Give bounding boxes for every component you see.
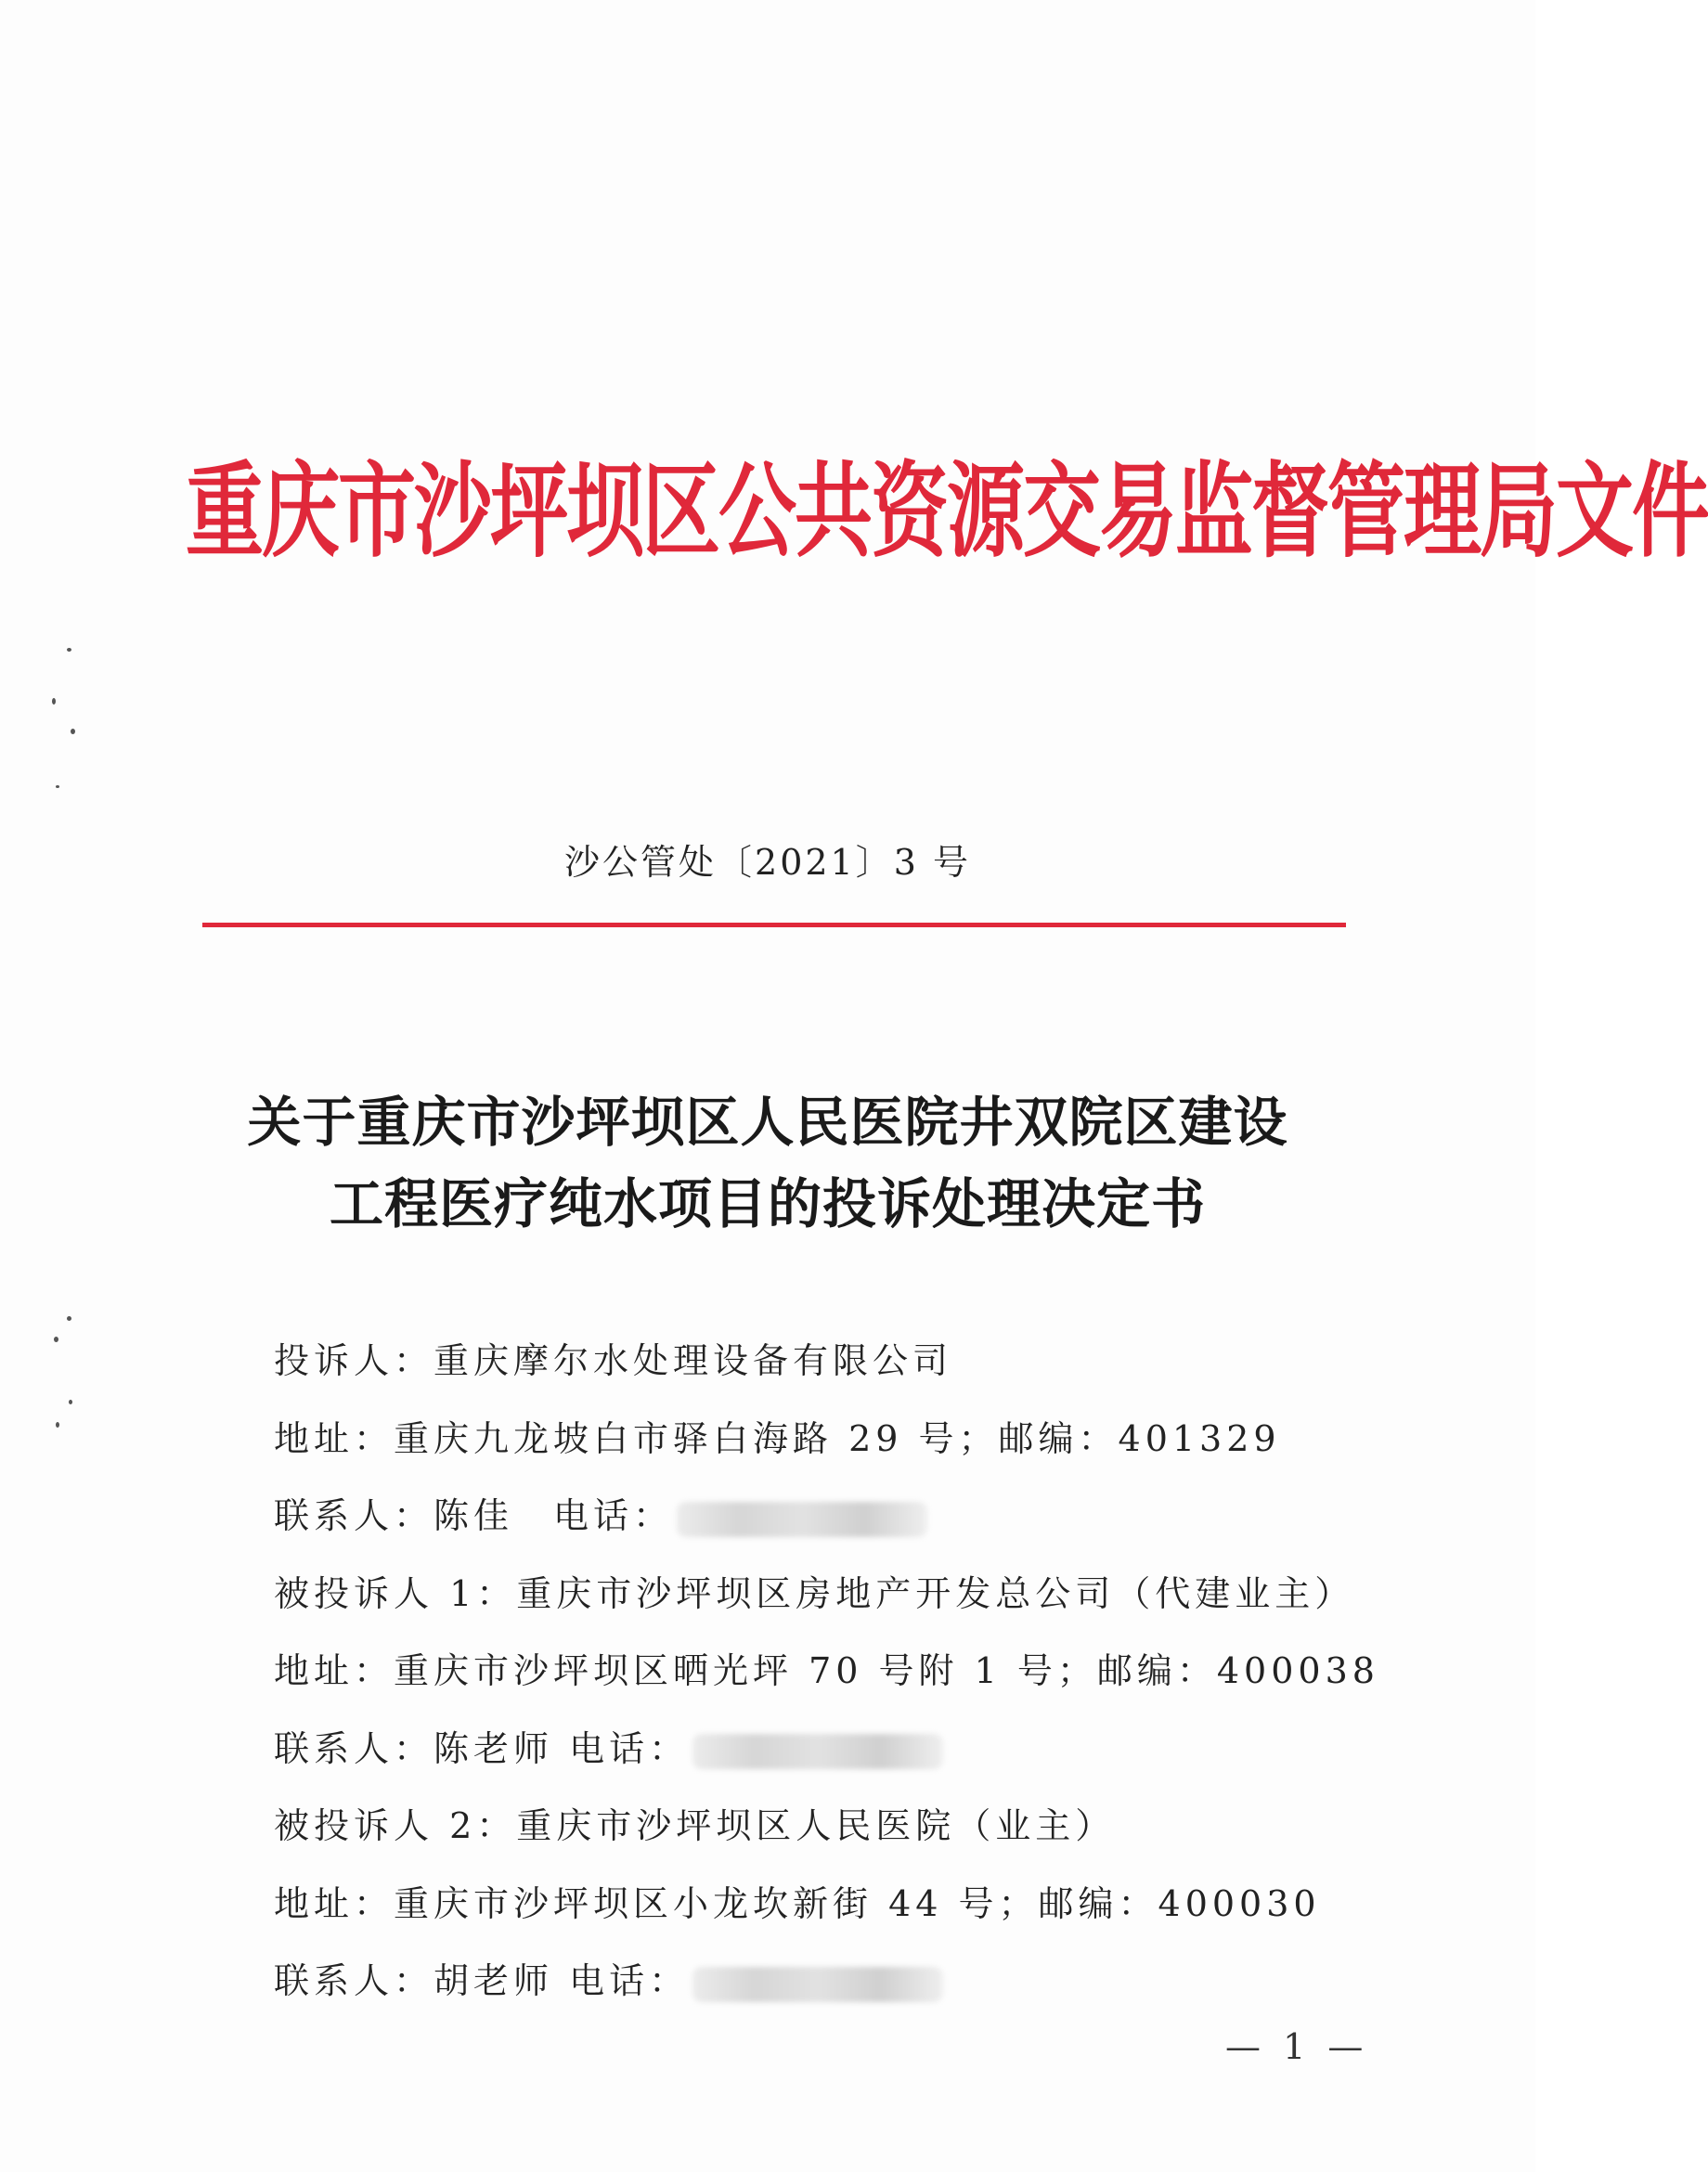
party-label: 被投诉人 2：: [274, 1805, 517, 1846]
redacted-phone: [692, 1967, 943, 2002]
party-label: 联系人：: [274, 1960, 434, 2001]
party-value: 重庆九龙坡白市驿白海路 29 号；邮编：401329: [394, 1417, 1281, 1459]
party-label: 联系人：: [274, 1727, 434, 1769]
party-value: 重庆市沙坪坝区人民医院（业主）: [516, 1805, 1116, 1846]
respondent-2-contact-line: [274, 1943, 1443, 2021]
scan-speck: [69, 1400, 72, 1404]
party-value: 重庆市沙坪坝区小龙坎新街 44 号；邮编：400030: [394, 1882, 1321, 1924]
page-number: — 1 —: [1225, 2026, 1369, 2067]
complainant-address-line: [274, 1401, 1443, 1479]
party-value: 胡老师 电话：: [433, 1960, 690, 2001]
party-label: 被投诉人 1：: [274, 1572, 517, 1614]
issuing-agency-title: 重庆市沙坪坝区公共资源交易监督管理局文件: [186, 449, 1708, 572]
party-label: 地址：: [274, 1882, 395, 1924]
scan-speck: [54, 1337, 58, 1342]
party-label: 地址：: [274, 1650, 395, 1691]
party-value: 陈佳 电话：: [433, 1495, 674, 1536]
party-label: 地址：: [274, 1417, 395, 1459]
party-value: 重庆市沙坪坝区房地产开发总公司（代建业主）: [516, 1572, 1355, 1614]
complainant-line: [274, 1323, 1443, 1401]
redacted-phone: [677, 1502, 927, 1537]
document-number: 沙公管处〔2021〕3 号: [564, 842, 971, 883]
respondent-1-address-line: [274, 1633, 1443, 1711]
scan-speck: [67, 1316, 71, 1321]
party-value: 重庆市沙坪坝区晒光坪 70 号附 1 号；邮编：400038: [394, 1650, 1379, 1691]
red-divider-line: [202, 923, 1346, 927]
scan-speck: [52, 698, 56, 705]
scan-speck: [56, 785, 59, 788]
party-value: 陈老师 电话：: [433, 1727, 690, 1769]
scan-speck: [56, 1422, 59, 1428]
subject-line-2: 工程医疗纯水项目的投诉处理决定书: [329, 1172, 1206, 1235]
complainant-contact-line: [274, 1478, 1443, 1556]
party-value: 重庆摩尔水处理设备有限公司: [433, 1340, 953, 1381]
parties-block: [274, 1323, 1443, 2021]
document-subject: [0, 1081, 1535, 1245]
party-label: 联系人：: [274, 1495, 434, 1536]
subject-line-1: 关于重庆市沙坪坝区人民医院井双院区建设: [247, 1091, 1288, 1154]
respondent-1-contact-line: [274, 1711, 1443, 1789]
scan-speck: [71, 729, 75, 734]
scan-speck: [67, 648, 71, 652]
respondent-1-line: [274, 1556, 1443, 1634]
respondent-2-line: [274, 1788, 1443, 1866]
redacted-phone: [692, 1734, 943, 1769]
party-label: 投诉人：: [274, 1340, 434, 1381]
respondent-2-address-line: [274, 1866, 1443, 1944]
